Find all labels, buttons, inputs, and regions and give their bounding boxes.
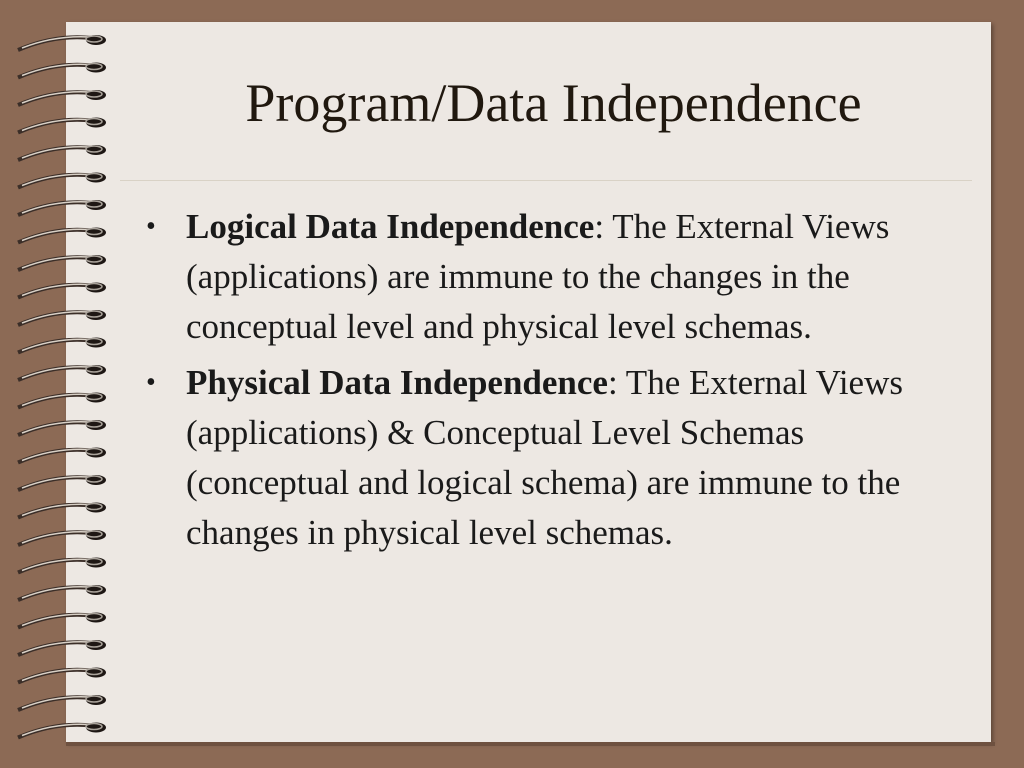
bullet-description: : The External Views (applications) & Conceptual Level Schemas (conceptual and logical schema) are immune to the changes in physical level schemas. xyxy=(186,363,903,552)
bullet-item-physical-data-independence xyxy=(146,358,966,558)
bullet-dot-icon: • xyxy=(146,211,156,242)
bullet-text xyxy=(186,202,966,352)
title-divider xyxy=(120,180,972,181)
bullet-item-logical-data-independence xyxy=(146,202,966,352)
slide-title: Program/Data Independence xyxy=(245,73,862,133)
bullet-list xyxy=(146,202,966,564)
bullet-text xyxy=(186,358,966,558)
page-shadow xyxy=(66,742,995,746)
bullet-term: Physical Data Independence xyxy=(186,363,608,402)
bullet-description: : The External Views (applications) are immune to the changes in the conceptual level and physical level schemas. xyxy=(186,207,890,346)
bullet-dot-icon: • xyxy=(146,367,156,398)
bullet-term: Logical Data Independence xyxy=(186,207,595,246)
